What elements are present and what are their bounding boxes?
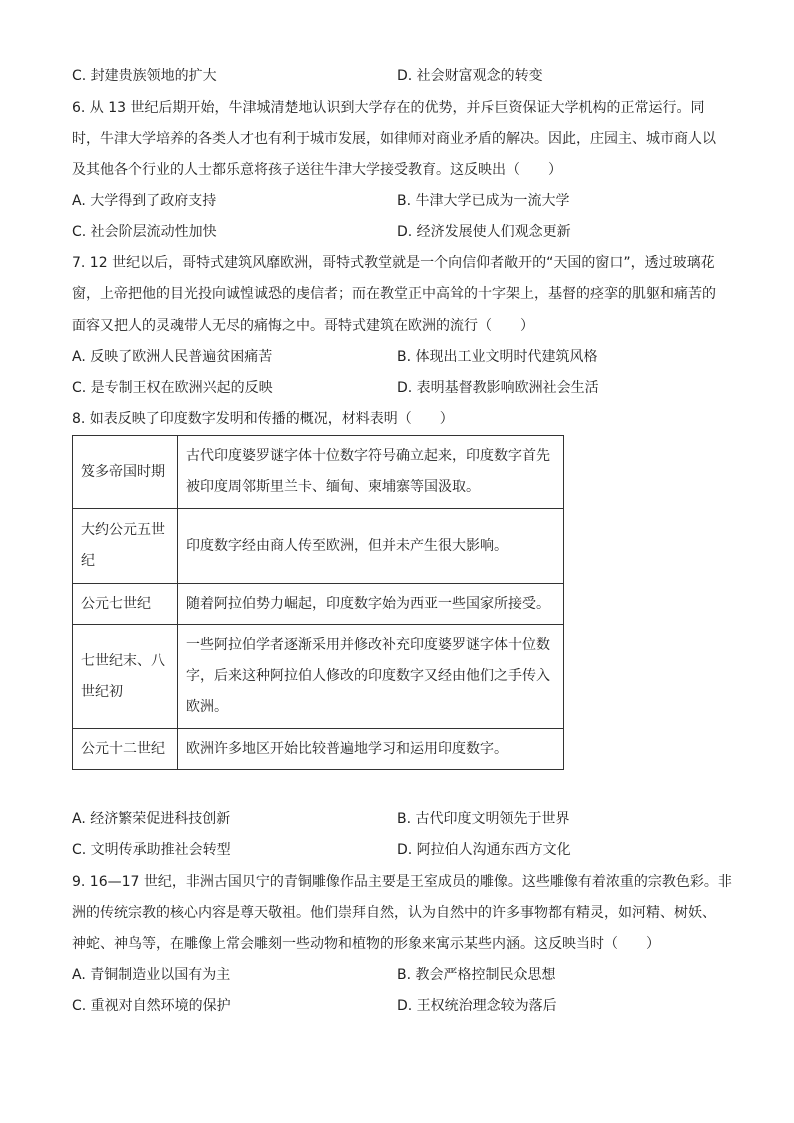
q6-option-a: A. 大学得到了政府支持 <box>72 193 217 209</box>
q7-option-b: B. 体现出工业文明时代建筑风格 <box>397 349 598 365</box>
q9-option-c: C. 重视对自然环境的保护 <box>72 998 231 1014</box>
q8-stem: 8. 如表反映了印度数字发明和传播的概况，材料表明（ ） <box>72 411 454 427</box>
q8-option-b: B. 古代印度文明领先于世界 <box>397 811 570 827</box>
q8-option-d: D. 阿拉伯人沟通东西方文化 <box>397 842 571 858</box>
table-cell-period: 公元七世纪 <box>73 584 178 625</box>
table-row <box>73 584 564 625</box>
table-cell-period: 七世纪末、八 世纪初 <box>73 625 178 729</box>
q9-option-a: A. 青铜制造业以国有为主 <box>72 967 231 983</box>
q7-stem-line-3: 面容又把人的灵魂带人无尽的痛悔之中。哥特式建筑在欧洲的流行（ ） <box>72 318 534 334</box>
table-cell-desc: 古代印度婆罗谜字体十位数字符号确立起来，印度数字首先 被印度周邻斯里兰卡、缅甸、柬埔寨等国汲取。 <box>178 436 564 509</box>
table-cell-period: 公元十二世纪 <box>73 729 178 770</box>
table-row <box>73 509 564 584</box>
q9-option-d: D. 王权统治理念较为落后 <box>397 998 557 1014</box>
q6-option-c: C. 社会阶层流动性加快 <box>72 224 217 240</box>
table-row <box>73 625 564 729</box>
table-cell-period: 大约公元五世 纪 <box>73 509 178 584</box>
table-cell-desc: 印度数字经由商人传至欧洲，但并未产生很大影响。 <box>178 509 564 584</box>
table-row <box>73 729 564 770</box>
q7-option-a: A. 反映了欧洲人民普遍贫困痛苦 <box>72 349 273 365</box>
q7-stem-line-1: 7. 12 世纪以后，哥特式建筑风靡欧洲，哥特式教堂就是一个向信仰者敞开的“天国的窗口”，透过玻璃花 <box>72 255 715 271</box>
q6-stem-line-2: 时，牛津大学培养的各类人才也有利于城市发展，如律师对商业矛盾的解决。因此，庄园主、城市商人以 <box>72 131 716 147</box>
q8-option-a: A. 经济繁荣促进科技创新 <box>72 811 231 827</box>
q7-option-c: C. 是专制王权在欧洲兴起的反映 <box>72 380 273 396</box>
q6-option-b: B. 牛津大学已成为一流大学 <box>397 193 570 209</box>
table-row <box>73 436 564 509</box>
q6-stem-line-3: 及其他各个行业的人士都乐意将孩子送往牛津大学接受教育。这反映出（ ） <box>72 162 562 178</box>
q8-table <box>72 435 564 770</box>
q5-option-d: D. 社会财富观念的转变 <box>397 68 543 84</box>
q7-option-d: D. 表明基督教影响欧洲社会生活 <box>397 380 599 396</box>
q6-option-d: D. 经济发展使人们观念更新 <box>397 224 571 240</box>
q9-stem-line-2: 洲的传统宗教的核心内容是尊天敬祖。他们崇拜自然，认为自然中的许多事物都有精灵，如河精、树妖、 <box>72 905 716 921</box>
table-cell-desc: 随着阿拉伯势力崛起，印度数字始为西亚一些国家所接受。 <box>178 584 564 625</box>
table-cell-desc: 欧洲许多地区开始比较普遍地学习和运用印度数字。 <box>178 729 564 770</box>
table-cell-period: 笈多帝国时期 <box>73 436 178 509</box>
q9-option-b: B. 教会严格控制民众思想 <box>397 967 556 983</box>
q7-stem-line-2: 窗，上帝把他的目光投向诚惶诚恐的虔信者；而在教堂正中高耸的十字架上，基督的痉挛的肌躯和痛苦的 <box>72 286 716 302</box>
table-cell-desc: 一些阿拉伯学者逐渐采用并修改补充印度婆罗谜字体十位数 字，后来这种阿拉伯人修改的印度数字又经由他们之手传入 欧洲。 <box>178 625 564 729</box>
q9-stem-line-1: 9. 16—17 世纪，非洲古国贝宁的青铜雕像作品主要是王室成员的雕像。这些雕像有着浓重的宗教色彩。非 <box>72 874 732 890</box>
q8-option-c: C. 文明传承助推社会转型 <box>72 842 231 858</box>
q9-stem-line-3: 神蛇、神鸟等，在雕像上常会雕刻一些动物和植物的形象来寓示某些内涵。这反映当时（ ） <box>72 936 660 952</box>
q6-stem-line-1: 6. 从 13 世纪后期开始，牛津城清楚地认识到大学存在的优势，并斥巨资保证大学机构的正常运行。同 <box>72 100 705 116</box>
q5-option-c: C. 封建贵族领地的扩大 <box>72 68 217 84</box>
